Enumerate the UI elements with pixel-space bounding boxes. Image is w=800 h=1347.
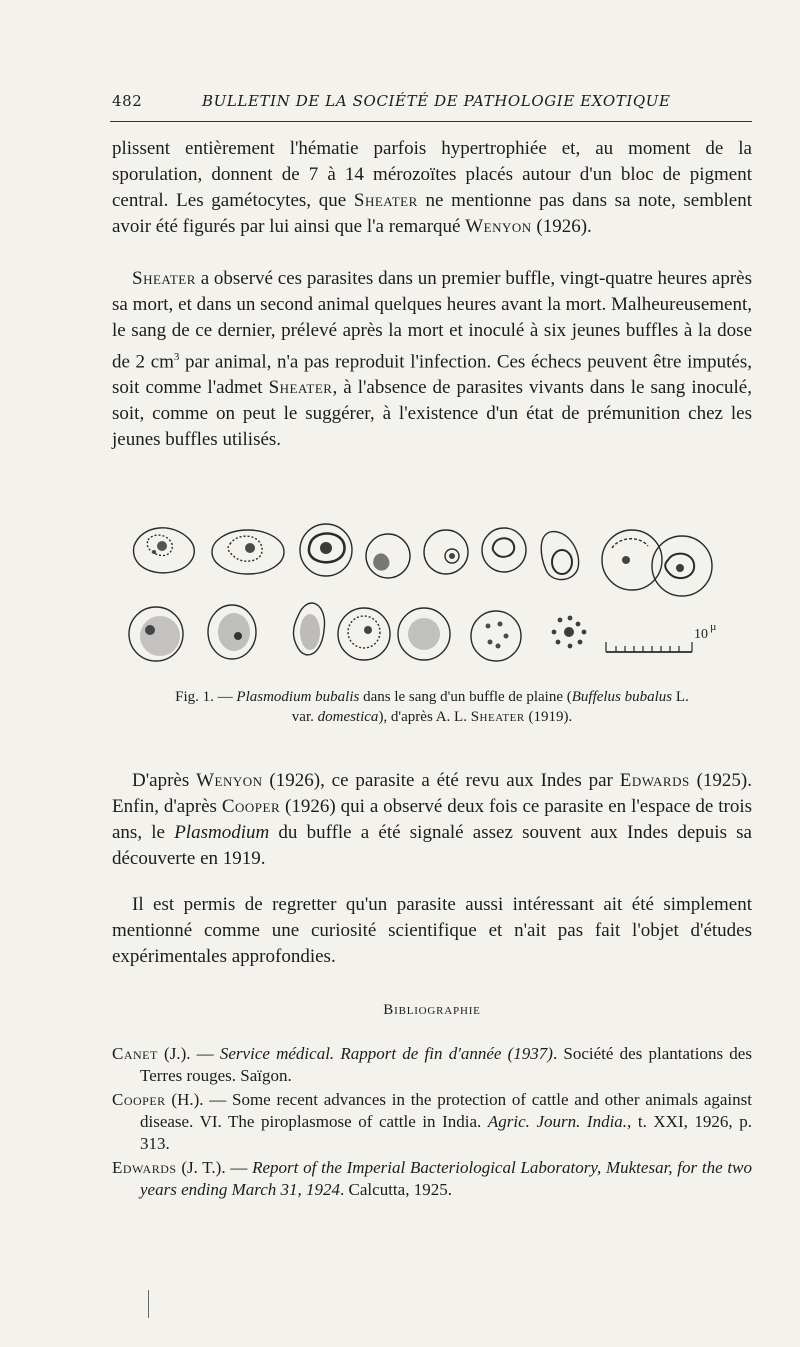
caption-var: var. [291,709,318,725]
cell-drawing [129,607,183,661]
bib-author: Cooper [112,1090,166,1109]
stray-pencil-mark [148,1290,153,1318]
p1-line-1: plissent entièrement l'hématie parfois hypertrophiée et, au moment [112,138,691,159]
p1-line-4: pas dans sa note, semblent avoir été figurés par lui ainsi que l'a [112,190,753,237]
p1-line-3a: bloc de pigment central. Les gamétocytes, que [112,164,752,211]
caption-host-authority: L. [672,689,689,705]
genus-plasmodium: Plasmodium [174,822,270,843]
p3-d: (1926) qui a observé deux fois ce parasite en l'espace de trois ans, le [112,796,752,843]
p1-line-5b: (1926). [531,216,592,237]
bib-text: (H.). — Some recent advances in the protection of cattle and other animals against disease. VI. The piroplasmose of cattle in India. [140,1090,752,1131]
p2-text-c: , à l'absence de parasites vivants dans le sang inoculé, soit, comme on peut le suggérer, à l'existence d'un état de prémunition chez les jeunes buffles utilisés. [112,377,752,451]
caption-species: Plasmodium bubalis [236,689,360,705]
bib-text: , t. XXI, 1926, p. 313. [140,1112,752,1153]
author-name-cooper: Cooper [221,796,281,817]
bibliography-entry [112,1089,752,1155]
author-name-wenyon: Wenyon [196,770,263,791]
bib-text: (J. T.). — [176,1158,253,1177]
bibliography-entry [112,1043,752,1087]
caption-author: Sheater [470,709,525,725]
paragraph-4 [112,892,752,970]
cell-drawing [552,616,587,649]
caption-prefix: Fig. 1. — [175,689,237,705]
cell-drawing [471,611,521,661]
p1-line-2: de la sporulation, donnent de 7 à 14 mérozoïtes placés autour d'un [112,138,752,185]
p2-text-b: par animal, n'a pas reproduit l'infection. Ces échecs peuvent être imputés, soit comme l'admet [112,351,752,399]
cell-drawing [541,532,578,580]
scale-bar [606,642,692,652]
running-header [112,92,752,116]
caption-middle: dans le sang d'un buffle de plaine ( [359,689,572,705]
author-name-wenyon: Wenyon [465,216,532,237]
cell-drawing [398,608,450,660]
caption-host: Buffelus bubalus [571,689,673,705]
bib-text: . Calcutta, 1925. [340,1180,452,1199]
p3-b: (1926), ce parasite a été revu aux Indes par [262,770,620,791]
caption-var-name: domestica [317,709,379,725]
paragraph-1 [112,136,752,240]
cell-drawing [338,608,390,660]
caption-after: ), d'après A. L. [378,709,471,725]
cell-drawing [482,528,526,572]
p3-e: du buffle a été signalé assez souvent aux Indes depuis sa découverte en 1919. [112,822,752,869]
p2-text-a: a observé ces parasites dans un premier buffle, vingt-quatre heures après sa mort, et dans un second animal quelques heures avant la mort. Malheureusement, le sang de ce dernier, prélevé après la mort et inoculé à six jeunes buffles à la dose de 2 cm [112,268,752,373]
bib-text: (J.). — [157,1044,220,1063]
figure-parasite-drawings [112,520,752,680]
caption-year: (1919). [524,709,573,725]
cell-drawing [208,605,256,659]
bibliography-heading: Bibliographie [383,1002,481,1018]
bib-author: Canet [112,1044,158,1063]
bib-text: . Société des plantations des Terres rouges. Saïgon. [140,1044,752,1085]
paragraph-3 [112,768,752,872]
cell-drawing [212,530,284,574]
author-name-edwards: Edwards [619,770,690,791]
author-name-sheater: Sheater [268,377,333,399]
cell-drawing [366,534,410,578]
figure-caption [112,687,752,727]
bib-author: Edwards [112,1158,177,1177]
cell-drawing [424,530,468,574]
scale-bar-label: 10 [694,627,708,642]
journal-title: BULLETIN DE LA SOCIÉTÉ DE PATHOLOGIE EXOTIQUE [202,92,671,110]
cell-drawing [294,603,325,655]
author-name-sheater: Sheater [132,268,196,289]
p1-line-3b: ne mentionne [417,190,532,211]
bib-title: Agric. Journ. India. [487,1112,628,1131]
cell-drawing [134,528,195,573]
p3-a: D'après [132,770,197,791]
author-name-sheater: Sheater [353,190,418,211]
p4-text: Il est permis de regretter qu'un parasite aussi intéressant ait été simplement mentionné comme une curiosité scientifique et n'ait pas fait l'objet d'études expérimentales approfondies. [112,894,752,967]
superscript-3: 3 [173,351,180,363]
page-number: 482 [112,92,143,110]
bibliography-list [112,1043,752,1201]
header-rule [110,121,752,122]
cell-drawing [300,524,352,576]
bib-title: Report of the Imperial Bacteriological Laboratory, Muktesar, for the two years ending March 31, 1924 [140,1158,752,1199]
scale-bar-unit: µ [710,621,717,633]
p3-c: (1925). Enfin, d'après [112,770,753,817]
bib-title: Service médical. Rapport de fin d'année (1937) [219,1044,553,1063]
p1-line-5a: remarqué [388,216,466,237]
paragraph-2 [112,266,752,453]
bibliography-entry [112,1157,752,1201]
